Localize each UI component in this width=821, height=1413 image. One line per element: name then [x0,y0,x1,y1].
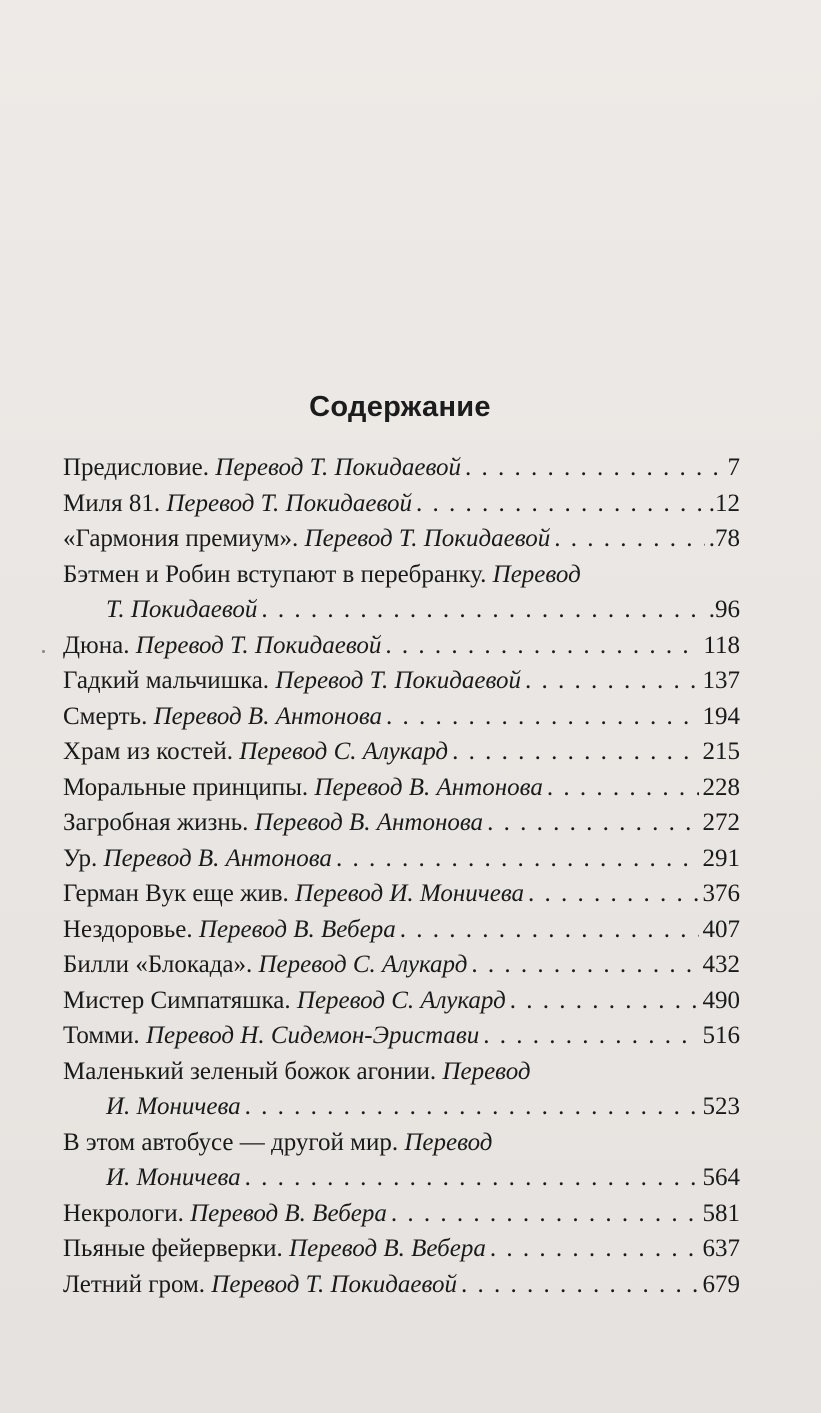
story-title: Миля 81. [63,489,167,517]
toc-title-part [63,557,581,593]
dot-leader [547,770,699,806]
table-of-contents [63,450,740,1302]
toc-title-part [106,592,257,628]
translator-credit: Перевод В. Вебера [198,915,396,943]
translator-credit: Перевод В. Вебера [289,1235,486,1262]
translator-credit: Перевод Т. Покидаевой [166,489,413,517]
translator-credit: Перевод В. Антонова [314,773,543,801]
story-title: Пьяные фейерверки. [63,1235,290,1262]
toc-title-part [63,1125,492,1161]
toc-title-part [106,1089,241,1125]
translator-credit-prefix: Перевод [442,1057,531,1085]
toc-entry [63,486,740,522]
toc-entry [63,912,740,948]
dot-leader [391,1196,699,1232]
toc-title-part [63,521,550,557]
toc-line [63,1054,740,1090]
page-number: 581 [702,1199,740,1227]
page-number: 291 [702,844,740,872]
toc-line [63,1018,740,1054]
toc-title-part [63,983,506,1019]
story-title: Бэтмен и Робин вступают в перебранку. [63,560,493,588]
toc-line [63,486,740,522]
page-number: 215 [702,738,740,765]
toc-line [63,557,740,593]
page-number: .96 [708,596,740,623]
toc-entry [63,1231,740,1267]
toc-title-part [63,770,543,806]
toc-entry [63,1018,740,1054]
toc-title-part [63,1196,387,1232]
dot-leader [528,876,699,912]
story-title: «Гармония премиум». [63,525,305,552]
toc-entry [63,770,740,806]
toc-line [63,663,740,699]
toc-title-part [63,699,382,735]
story-title: Нездоровье. [63,915,199,943]
dot-leader [452,734,698,770]
story-title: Предисловие. [63,454,216,481]
story-title: Маленький зеленый божок агонии. [63,1057,443,1085]
page-number: 679 [702,1270,740,1298]
toc-line [63,1196,740,1232]
translator-credit: Перевод Т. Покидаевой [304,525,551,552]
toc-entry [63,947,740,983]
page-number: 228 [702,773,740,801]
toc-line [63,521,740,557]
translator-credit: И. Моничева [106,1093,241,1120]
toc-line [63,841,740,877]
dot-leader [490,1231,699,1267]
toc-entry [63,450,740,486]
toc-entry [63,521,740,557]
toc-line [63,628,740,664]
toc-line-continued [63,592,740,628]
page-title: Содержание [309,391,491,424]
toc-entry [63,876,740,912]
dot-leader [386,699,698,735]
translator-credit-prefix: Перевод [404,1128,493,1156]
page-number: 137 [702,667,740,694]
translator-credit-prefix: Перевод [492,560,581,588]
toc-entry [63,983,740,1019]
story-title: Моральные принципы. [63,773,315,801]
toc-line [63,983,740,1019]
toc-line [63,1231,740,1267]
dot-leader [461,1267,699,1303]
translator-credit: Перевод В. Антонова [153,702,383,730]
dot-leader [385,628,699,664]
dot-leader [465,450,724,486]
toc-title-part [63,628,381,664]
page-number: 432 [702,951,740,978]
story-title: Герман Вук еще жив. [63,880,296,907]
story-title: Храм из костей. [63,738,240,765]
translator-credit: Перевод Т. Покидаевой [215,454,461,481]
toc-title-part [63,486,412,522]
toc-line [63,876,740,912]
translator-credit: Перевод В. Вебера [190,1199,387,1227]
toc-title-part [63,1231,486,1267]
toc-title-part [63,876,524,912]
page-number: 637 [702,1235,740,1262]
toc-entry [63,1196,740,1232]
margin-dot [42,650,45,653]
toc-title-part [63,1267,457,1303]
translator-credit: Перевод Т. Покидаевой [135,631,382,659]
translator-credit: Т. Покидаевой [106,596,258,623]
translator-credit: Перевод В. Антонова [103,844,332,872]
page-number: 118 [703,631,740,659]
story-title: Дюна. [63,631,136,659]
dot-leader [525,663,699,699]
toc-entry [63,734,740,770]
toc-entry [63,557,740,628]
story-title: В этом автобусе — другой мир. [63,1128,405,1156]
story-title: Гадкий мальчишка. [63,667,276,694]
translator-credit: Перевод С. Алукард [239,738,449,765]
toc-title-part [63,663,521,699]
dot-leader [416,486,705,522]
story-title: Мистер Симпатяшка. [63,986,297,1014]
toc-entry [63,841,740,877]
toc-line [63,947,740,983]
translator-credit: Перевод В. Антонова [254,809,484,836]
toc-title-part [63,1018,479,1054]
toc-title-part [63,734,448,770]
translator-credit: Перевод С. Алукард [296,986,506,1014]
toc-title-part [63,912,396,948]
dot-leader [487,805,698,841]
toc-line [63,1267,740,1303]
translator-credit: Перевод И. Моничева [295,880,524,907]
toc-title-part [63,947,467,983]
story-title: Летний гром. [63,1270,212,1298]
dot-leader [483,1018,698,1054]
story-title: Некрологи. [63,1199,191,1227]
page-number: 376 [702,880,740,907]
dot-leader [245,1089,699,1125]
toc-entry [63,628,740,664]
dot-leader [510,983,699,1019]
dot-leader [471,947,698,983]
toc-line [63,770,740,806]
toc-line [63,912,740,948]
dot-leader [261,592,704,628]
toc-line [63,1125,740,1161]
story-title: Билли «Блокада». [63,951,259,978]
page-number: 490 [702,986,740,1014]
toc-title-part [63,841,332,877]
toc-title-part [106,1160,241,1196]
translator-credit: Перевод С. Алукард [258,951,468,978]
translator-credit: Перевод Т. Покидаевой [211,1270,457,1298]
story-title: Томми. [63,1022,146,1049]
toc-title-part [63,450,461,486]
toc-entry [63,699,740,735]
toc-line [63,805,740,841]
page-number: 407 [702,915,740,943]
toc-line-continued [63,1089,740,1125]
page-number: 7 [727,454,740,481]
toc-line [63,450,740,486]
toc-entry [63,805,740,841]
toc-title-part [63,1054,531,1090]
page-number: 194 [702,702,740,730]
story-title: Загробная жизнь. [63,809,255,836]
toc-entry [63,1125,740,1196]
page-number: .12 [708,489,740,517]
page-number: 516 [702,1022,740,1049]
translator-credit: Перевод Т. Покидаевой [275,667,521,694]
toc-line [63,699,740,735]
dot-leader [336,841,699,877]
toc-line [63,734,740,770]
dot-leader [554,521,705,557]
dot-leader [245,1160,699,1196]
page-number: 272 [702,809,740,836]
page-number: 523 [702,1093,740,1120]
story-title: Ур. [63,844,104,872]
toc-entry [63,1054,740,1125]
translator-credit: Перевод Н. Сидемон-Эристави [145,1022,480,1049]
page-number: .78 [708,525,740,552]
toc-line-continued [63,1160,740,1196]
page-number: 564 [702,1164,740,1191]
toc-entry [63,1267,740,1303]
story-title: Смерть. [63,702,154,730]
toc-title-part [63,805,483,841]
dot-leader [400,912,699,948]
translator-credit: И. Моничева [106,1164,241,1191]
toc-entry [63,663,740,699]
